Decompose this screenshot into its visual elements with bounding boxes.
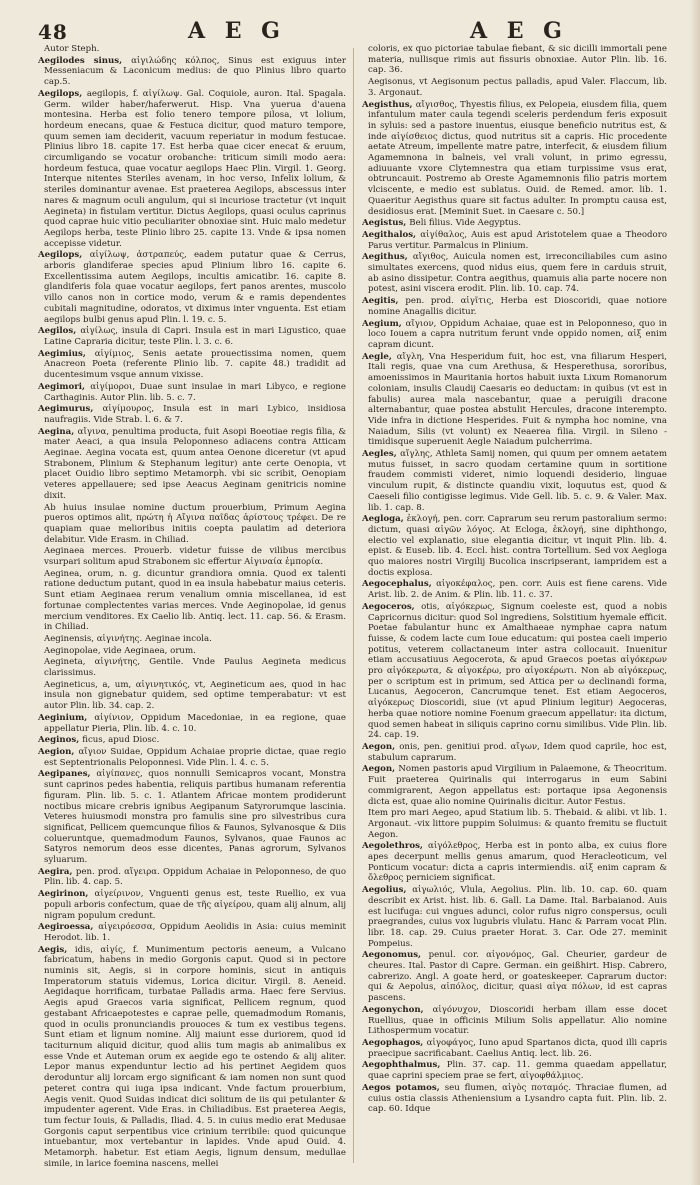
entry-text: αἰγοφάγος, Iuno apud Spartanos dicta, quod illi capris praecipue sacrificabant. Caelius Antiq. lect. lib. 26. bbox=[368, 1037, 667, 1059]
dictionary-entry bbox=[38, 922, 346, 943]
entry-text: αἰγείρινον, Vnguenti genus est, teste Ruellio, ex vua populi arboris confectum, quae de τῆς αἰγείρου, quam alij alnum, alij nigram populum credunt. bbox=[44, 889, 346, 921]
entry-text: ἐκλογή, pen. corr. Caprarum seu rerum pastoralium sermo: dictum, quasi αἰγῶν λόγος. At Ecloga, ἐκλογή, sine diphthongo, electio vel explanatio, siue elegantia dicitur, vt inquit Plin. lib. 4. epist. & Euseb. lib. 4. Eccl. hist. contra Tortellium. Sed vox Aegloga quo maiores nostri Virgilij Bucolica inscripserant, iampridem est a doctis explosa. bbox=[368, 514, 667, 578]
dictionary-entry bbox=[362, 579, 667, 600]
entry-headword: Aegithus, bbox=[362, 252, 413, 263]
entry-text: αἰγειρόεσσα, Oppidum Aeolidis in Asia: cuius meminit Herodot. lib. 1. bbox=[44, 922, 346, 943]
dictionary-entry bbox=[362, 100, 667, 218]
entry-text: αἴγλης, Athleta Samij nomen, qui quum per omnem aetatem mutus fuisset, in sacro quodam certamine quum in sortitione fraudem commisti videret, nimio loquendi desiderio, linguae vinculum rupit, & distincte quandiu vixit, loquutus est, quod & Caeseli filio contigisse legimus. Vide Gell. lib. 5. c. 9. & Valer. Max. lib. 1. cap. 8. bbox=[368, 449, 667, 513]
dictionary-entry bbox=[362, 764, 667, 807]
entry-text: pen. prod. αἴγειρα. Oppidum Achaiae in Peloponneso, de quo Plin. lib. 4. cap. 5. bbox=[44, 866, 346, 888]
entry-text: αἰγόνυχον, Dioscoridi herbam illam esse docet Ruellius, quae in officinis Milium Solis appellatur. Alio nomine Lithospermum vocatur. bbox=[368, 1004, 667, 1037]
entry-headword: Aegloga, bbox=[362, 514, 407, 525]
entry-headword: Aegocephalus, bbox=[362, 579, 437, 590]
dictionary-entry bbox=[362, 44, 667, 76]
entry-text: Ab huius insulae nomine ductum prouerbium, Primum Aegina pueros optimos alit, πρώτη ἡ Αἴγινα παῖδας ἀρίστους τρέφει. De re quapiam quae melioribus initiis coepta paulatim ad deteriora delabitur. Vide Erasm. in Chiliad. bbox=[44, 502, 346, 545]
dictionary-entry bbox=[362, 514, 667, 578]
entry-text: αἴγισθος, Thyestis filius, ex Pelopeia, eiusdem filia, quem infantulum mater caula tegendi sceleris perdendum feris exposuit in syluis: sed a pastore inuentus, eiusque beneficio nutritus est, & inde αἰγίσθειος dictus, quod nutritus sit a capris. Hic procedente aetate Atreum, impellente matre patre, interfecit, & eiusdem filium Agamemnona in balneis, vel vrali volunt, in primo egressu, adiuuante vxore Clytemnestra qua etiam turpissime vsus erat, obtruncauit. Postremo ab Oreste Agamemnonis filio patris mortem vlciscente, e medio est sublatus. Ouid. de Remed. amor. lib. 1. Quaeritur Aegisthus quare sit factus adulter. In promptu causa est, desidiosus erat. [Meminit Suet. in Caesare c. 50.] bbox=[368, 99, 667, 217]
dictionary-entry bbox=[362, 230, 667, 251]
entry-text: αἴγιθος, Auicula nomen est, irreconciliabiles cum asino simultates exercens, quod nidus eius, quem fere in carduis struit, ab asino dissipetur. Contra aegithus, quamuis alia parte nocere non potest, asini viscera erodit. Plin. lib. 10. cap. 74. bbox=[368, 252, 667, 295]
entry-text: seu flumen, αἰγὸς ποταμός. Thraciae flumen, ad cuius ostia classis Atheniensium a Lysandro capta fuit. Plin. lib. 2. cap. 60. Idque bbox=[368, 1082, 667, 1115]
entry-headword: Aegira, bbox=[38, 866, 76, 877]
entry-headword: Aegiroessa, bbox=[38, 922, 99, 933]
entry-text: Aegineticus, a, um, αἰγινητικός, vt, Aegineticum aes, quod in hac insula non gignebatur quidem, sed optime temperabatur: vt est autor Plin. lib. 34. cap. 2. bbox=[44, 679, 346, 712]
entry-headword: Aegoceros, bbox=[362, 601, 422, 612]
dictionary-entry bbox=[362, 449, 667, 513]
entry-text: αἰγίμιος, Senis aetate prouectissima nomen, quem Anacreon Poeta (referente Plinio lib. 7. capite 48.) tradidit ad ducentesimum vsque annum vixisse. bbox=[44, 348, 346, 381]
entry-text: αἰγίλως, insula di Capri. Insula est in mari Ligustico, quae Latine Capraria dicitur, teste Plin. l. 3. c. 6. bbox=[44, 326, 346, 347]
entry-headword: Aeginos, bbox=[38, 735, 83, 746]
right-column bbox=[362, 44, 667, 1169]
entry-text: αἴγινα, penultima producta, fuit Asopi Boeotiae regis filia, & mater Aeaci, a qua insula Peloponneso adiacens contra Atticam Aeginae. Aegina vocata est, quum antea Oenone diceretur (vt apud Strabonem, Plinium & Stephanum legitur) ante certe Oenopia, vt placet Ouidio libro septimo Metamorph. vbi sic scribit, Oenopiam veteres appellauere; sed ipse Aeacus Aeginam genitricis nomine dixit. bbox=[44, 426, 346, 501]
entry-text: αἴγλη, Vna Hesperidum fuit, hoc est, vna filiarum Hesperi, Itali regis, quae vna cum Arethusa, & Hesperethusa, sororibus, amoenissimos in Mauritania hortos habuit iuxta Lixum Romanorum coloniam, insulis Claudij Caesaris eo deductam: in quibus (vt est in fabulis) aurea mala nascebantur, quae a peruigili dracone alternabantur, quae postea abstulit Hercules, dracone interempto. Vide infra in dictione Hesperides. Fuit & nympha hoc nomine, vna Naiadum, Silis (vt volunt) ex Neaerea filia. Virgil. in Sileno -timidisque superuenit Aegle Naiadum pulcherrima. bbox=[368, 351, 667, 448]
entry-text: αἴγιον, Oppidum Achaiae, quae est in Peloponneso, quo in loco Iouem a capra nutritum ferunt vnde oppido nomen, αἰξ enim capram dicunt. bbox=[368, 318, 667, 350]
dictionary-entry bbox=[362, 602, 667, 741]
dictionary-entry bbox=[38, 867, 346, 888]
entry-text: idis, αἰγίς, f. Munimentum pectoris aeneum, a Vulcano fabricatum, habens in medio Gorgonis caput. Quod si in pectore numinis sit, Aegis, si in corpore hominis, sicut in antiquis Imperatorum statuis videmus, Lorica dicitur. Virgil. 8. Aeneid. Aegidaque horrificam, turbatae Palladis arma. Haec fere Servius. Aegis apud Graecos varia significat, Pellicem regnum, quod gestabant Africaepotestes e caprae pelle, quemadmodum Romanis, quod in oculis pronunciandis prouoces & tum ex vestibus tegens. Sunt etiam et lignum nomine. Alij maiunt esse duriorem, quod id taciturnum aliquid dicitur, quod aliis tum magis ab animalibus ex esse Vnde et Auteman orum ex aegide ego te ostendo & alij aliter. Lepor manus expenduntur lectio ad his pertinet Aegidem quos deroduntur alij lorcam ergo significant & iam nomen non sunt quod peteret contra qui iuga ipsa indicant. Vnde factum prouerbium, Aegis venit. Quod Suidas indicat dici solitum de iis qui petulanter & impudenter agerent. Vide Eras. in Chiliadibus. Est praeterea Aegis, tum fectur Iouis, & Palladis, Iliad. 4. 5. in cuius medio erat Medusae Gorgonis caput serpentibus vice crinium terribile: quod quicunque intuebantur, mox vertebantur in lapides. Vnde apud Ouid. 4. Metamorph. habetur. Est etiam Aegis, lignum densum, medullae simile, in larice foemina nascens, mellei bbox=[44, 944, 346, 1169]
dictionary-entry bbox=[362, 841, 667, 884]
dictionary-entry bbox=[38, 56, 346, 88]
column-divider bbox=[353, 48, 354, 1163]
dictionary-entry bbox=[38, 889, 346, 921]
entry-headword: Aegophthalmus, bbox=[362, 1060, 447, 1071]
dictionary-entry bbox=[38, 646, 346, 657]
dictionary-entry bbox=[38, 44, 346, 55]
entry-text: αἰγίπανες, quos nonnulli Semicapros vocant, Monstra sunt caprinos pedes habentia, reliquis partibus humanam referentia figuram. Plin. lib. 5. c. 1. Atlantem Africae montem prodiderunt noctibus micare crebris ignibus Aegipanum Satyrorumque lascinia. Veteres huiusmodi monstra pro famulis sine pro silvestribus cura significat, Pellicem quemcunque filios & Faunos, Sylvanosque & Diis colueruntque, quemadmodum Faunos, Sylvanos, quae Faunos ac Satyros nemorum deos esse dicentes, Panas agrorum, Sylvanos syluarum. bbox=[44, 769, 346, 866]
entry-text: αἰγοκέφαλος, pen. corr. Auis est fiene carens. Vide Arist. lib. 2. de Anim. & Plin. lib. 11. c. 37. bbox=[368, 579, 667, 601]
entry-text: Aeginea, orum, n. g. dicuntur grandiora omnia. Quod ex talenti ratione deductum putant, quod in ea insula habebatur maius ceteris. Sunt etiam Aeginaea rerum venalium omnia miscellanea, id est fortunae complectentes varias merces. Vnde Aeginopolae, id genus mercium venditores. Ex Caelio lib. Antiq. lect. 11. cap. 56. & Erasm. in Chiliad. bbox=[44, 568, 346, 633]
entry-headword: Aegilodes sinus, bbox=[38, 55, 132, 66]
entry-text: ficus, apud Diosc. bbox=[82, 735, 160, 746]
entry-headword: Aegle, bbox=[362, 351, 397, 362]
dictionary-entry bbox=[38, 546, 346, 567]
entry-text: Item pro mari Aegeo, apud Statium lib. 5. Thebaid. & alibi. vt lib. 1. Argonaut. -vix littore puppim Soluimus: & quanto fremitu se fluctuit Aegon. bbox=[368, 808, 667, 840]
entry-text: Nomen pastoris apud Virgilium in Palaemone, & Theocritum. Fuit praeterea Quirinalis qui interrogarus in eum Sabini commigrarent, Aegon appellatus est: portaque ipsa Aegonensis dicta est, quae alio nomine Quirinalis dicitur. Autor Festus. bbox=[368, 764, 667, 807]
entry-text: Aeginensis, αἰγινήτης. Aeginae incola. bbox=[44, 633, 212, 644]
dictionary-entry bbox=[362, 1038, 667, 1059]
left-column bbox=[38, 44, 346, 1169]
entry-headword: Aegophagos, bbox=[362, 1037, 427, 1048]
entry-headword: Aegon, bbox=[362, 764, 399, 775]
entry-text: pen. prod. αἰγῖτις, Herba est Dioscoridi, quae notiore nomine Anagallis dicitur. bbox=[368, 296, 667, 317]
entry-text: onis, pen. genitiui prod. αἴγων, Idem quod caprile, hoc est, stabulum caprarum. bbox=[368, 742, 667, 763]
entry-text: Aeginopolae, vide Aeginaea, orum. bbox=[44, 645, 196, 656]
entry-headword: Aegium, bbox=[362, 318, 406, 329]
entry-text: αἰγόλεθρος, Herba est in ponto alba, ex cuius flore apes decerpunt mellis genus amarum, quod Heracleoticum, vel Ponticum vocatur: dicta a capris intermiendis. αἰξ enim capram & ὄλεθρος perniciem significat. bbox=[368, 841, 667, 884]
dictionary-entry bbox=[38, 404, 346, 425]
dictionary-entry bbox=[38, 503, 346, 546]
entry-headword: Aegithalos, bbox=[362, 229, 421, 240]
entry-text: Plin. 37. cap. 11. gemma quaedam appellatur, quae caprini speciem prae se fert, αἰγοφθάλμιος. bbox=[368, 1060, 667, 1082]
entry-text: αἰγίμοροι, Duae sunt insulae in mari Libyco, e regione Carthaginis. Autor Plin. lib. 5. c. 7. bbox=[44, 381, 346, 403]
entry-headword: Aegitis, bbox=[362, 296, 406, 307]
dictionary-entry bbox=[38, 326, 346, 347]
entry-headword: Aegipanes, bbox=[38, 769, 97, 780]
dictionary-entry bbox=[38, 382, 346, 403]
dictionary-entry bbox=[38, 657, 346, 678]
dictionary-entry bbox=[38, 735, 346, 746]
dictionary-entry bbox=[362, 885, 667, 949]
dictionary-entry bbox=[362, 808, 667, 840]
dictionary-entry bbox=[38, 250, 346, 325]
page-number: 48 bbox=[38, 20, 68, 44]
entry-headword: Aegonychon, bbox=[362, 1004, 433, 1015]
running-head-right: A E G bbox=[470, 18, 568, 44]
entry-headword: Aegimori, bbox=[38, 381, 91, 392]
dictionary-entry bbox=[38, 427, 346, 502]
dictionary-entry bbox=[362, 742, 667, 763]
entry-text: Aegisonus, vt Aegisonum pectus palladis, apud Valer. Flaccum, lib. 3. Argonaut. bbox=[368, 77, 667, 98]
entry-text: Autor Steph. bbox=[44, 44, 100, 54]
entry-headword: Aeginium, bbox=[38, 712, 95, 723]
entry-text: αἰγίμουρος, Insula est in mari Lybico, insidiosa naufragiis. Vide Strab. l. 6. & 7. bbox=[44, 404, 346, 425]
dictionary-entry bbox=[362, 1060, 667, 1081]
entry-headword: Aegina, bbox=[38, 426, 78, 437]
entry-text: αἰγίνιον, Oppidum Macedoniae, in ea regione, quae appellatur Pieria, Plin. lib. 4. c. 10. bbox=[44, 712, 346, 734]
dictionary-entry bbox=[362, 77, 667, 98]
dictionary-entry bbox=[38, 569, 346, 633]
entry-headword: Aegis, bbox=[38, 944, 75, 955]
dictionary-entry bbox=[362, 319, 667, 351]
dictionary-entry bbox=[38, 713, 346, 734]
entry-headword: Aegon, bbox=[362, 742, 400, 752]
entry-headword: Aegolethros, bbox=[362, 841, 429, 852]
entry-headword: Aegimius, bbox=[38, 348, 95, 359]
dictionary-entry bbox=[38, 945, 346, 1169]
page-edge-shadow bbox=[690, 0, 700, 1185]
entry-headword: Aegistus, bbox=[362, 218, 410, 229]
entry-headword: Aegolius, bbox=[362, 885, 413, 896]
dictionary-entry bbox=[362, 1083, 667, 1115]
entry-headword: Aegimurus, bbox=[38, 404, 103, 415]
entry-headword: Aegilops, bbox=[38, 88, 87, 99]
running-head-left: A E G bbox=[188, 18, 286, 44]
entry-headword: Aegion, bbox=[38, 747, 79, 757]
entry-text: otis, αἰγόκερως, Signum coeleste est, quod a nobis Capricornus dicitur: quod Sol ingrediens, Solstitium hyemale efficit. Poetae fabulantur hunc ex Amalthaeae nymphae capra natum fuisse, & codem lacte cum Ioue educatum: qui postea caeli imperio potitus, veterem collactaneum inter astra collocauit. Inuenitur etiam accusatiuus Aegocerota, & apud Graecos poetas αἰγόκερων pro αἰγόκερωτα, & αἰγοκέρω, pro αἰγοκέρωτι. Non ab αἰγόκερως, per o scriptum est in primum, sed Attica per ω declinandi forma, Lucanus, Aegoceron, Cancrumque tenet. Est etiam Aegoceros, αἰγόκερως Dioscoridi, siue (vt apud Plinium legitur) Aegoceras, herba quae notiore nomine Foenum graecum appellatur: ita dictum, quod semen habeat in siliquis caprino cornu similibus. Vide Plin. lib. 24. cap. 19. bbox=[368, 601, 667, 741]
dictionary-entry bbox=[362, 296, 667, 317]
dictionary-entry bbox=[38, 349, 346, 381]
dictionary-entry bbox=[362, 218, 667, 229]
entry-headword: Aegirinon, bbox=[38, 889, 95, 900]
entry-text: Aegineta, αἰγινήτης, Gentile. Vnde Paulus Aegineta medicus clarissimus. bbox=[44, 657, 346, 679]
entry-headword: Aegisthus, bbox=[362, 99, 416, 110]
entry-text: αἰγίθαλος, Auis est apud Aristotelem quae a Theodoro Parus vertitur. Parmalcus in Plinium. bbox=[368, 229, 667, 251]
entry-text: penul. cor. αἰγονόμος, Gal. Cheurier, gardeur de cheures. Ital. Pastor di Capre. German. ein geißhirt. Hisp. Cabrero, cabrerizo. Angl. A goate herd, or goateskeeper. Caprarum ductor: qui & Aepolus, αἰπόλος, dicitur, quasi αἰγα πόλων, id est capras pascens. bbox=[368, 950, 667, 1004]
entry-text: aegilopis, f. αἰγίλωψ. Gal. Coquiole, auron. Ital. Spagala. Germ. wilder haber/haferwerut. Hisp. Vna yuerua d'auena montesina. Herba est folio tenero tempore pilosa, vt lolium, hordeum enecans, quae & Festuca dicitur, quod maturo tempore, quum semen iam deciderit, vacuum reperiatur in modum festucae. Plinius libro 18. capite 17. Est herba quae cicer enecat & eruum, circumligando se vocatur orobanche: triticum simili modo aera: hordeum festuca, quae vocatur aegilops Haec Plin. Virgil. 1. Georg. Interque nitentes Steriles avenam, in hoc verso, Infelix lolium, & steriles dominantur avenae. Est praeterea Aegilops, abscessus inter nares & magnum oculi angulum, qui si incuriose tractetur (vt inquit Aegineta) in fistulam vertitur. Dictus Aegilops, quasi oculus caprinus quod caprae huic vitio peculiariter obnoxiae sint. Huic malo medetur Aegilops herba, teste Plinio libro 25. capite 13. Vnde & ipsa nomen accepisse videtur. bbox=[44, 88, 346, 249]
entry-text: Aeginaea merces. Prouerb. videtur fuisse de vilibus mercibus vsurpari solitum apud Strabonem sic effertur Αἰγιναία ἐμπορία. bbox=[44, 546, 346, 568]
entry-headword: Aegles, bbox=[362, 449, 401, 460]
entry-text: Beli filius. Vide Aegyptus. bbox=[409, 218, 521, 229]
dictionary-entry bbox=[362, 352, 667, 448]
entry-headword: Aegos potamos, bbox=[362, 1082, 445, 1093]
entry-headword: Aegilos, bbox=[38, 326, 81, 337]
dictionary-entry bbox=[38, 769, 346, 865]
entry-headword: Aegonomus, bbox=[362, 950, 429, 961]
dictionary-entry bbox=[38, 747, 346, 768]
dictionary-entry bbox=[362, 1005, 667, 1037]
entry-text: αἴγιον Suidae, Oppidum Achaiae proprie dictae, quae regio est Septentrionalis Peloponnesi. Vide Plin. l. 4. c. 5. bbox=[44, 747, 346, 768]
entry-text: αἰγωλιός, Vlula, Aegolius. Plin. lib. 10. cap. 60. quam describit ex Arist. hist. lib. 6. Gall. La Dame. Ital. Barbaianod. Auis est lucifuga: cui vngues adunci, color rufus nigro conspersus, oculi praegrandes, cuius vox lugubris vlulatu. Hanc & Parram vocat Plin. libr. 18. cap. 29. Cuius praeter Horat. 3. Car. Ode 27. meminit Pompeius. bbox=[368, 885, 667, 949]
entry-text: αἰγιλώδης κόλπος, Sinus est exiguus inter Messeniacum & Laconicum medius: de quo Plinius libro quarto cap.5. bbox=[44, 55, 346, 88]
dictionary-entry bbox=[38, 634, 346, 645]
dictionary-entry bbox=[362, 252, 667, 295]
entry-headword: Aegilops, bbox=[38, 250, 90, 261]
entry-text: coloris, ex quo pictoriae tabulae fiebant, & sic dicilli immortali pene materia, nullisque rimis aut fissuris obnoxiae. Autor Plin. lib. 16. cap. 36. bbox=[368, 44, 667, 76]
dictionary-entry bbox=[38, 89, 346, 250]
dictionary-entry bbox=[362, 950, 667, 1004]
dictionary-entry bbox=[38, 680, 346, 712]
entry-text: αἰγίλωψ, ἀστραπεύς, eadem putatur quae & Cerrus, arboris glandiferae species apud Plinium libro 16. capite 6. Excellentissima autem Aegilops, incultis amicatibr. 16. capite 8. glandiferis fola quae vocatur aegilops, fert panos arentes, muscolo villo canos non in cortice modo, verum & e ramis dependentes cubitali magnitudine, odoratos, vt diximus inter vnguenta. Est etiam aegilops bulbi genus apud Plin. l. 19. c. 5. bbox=[44, 250, 346, 325]
